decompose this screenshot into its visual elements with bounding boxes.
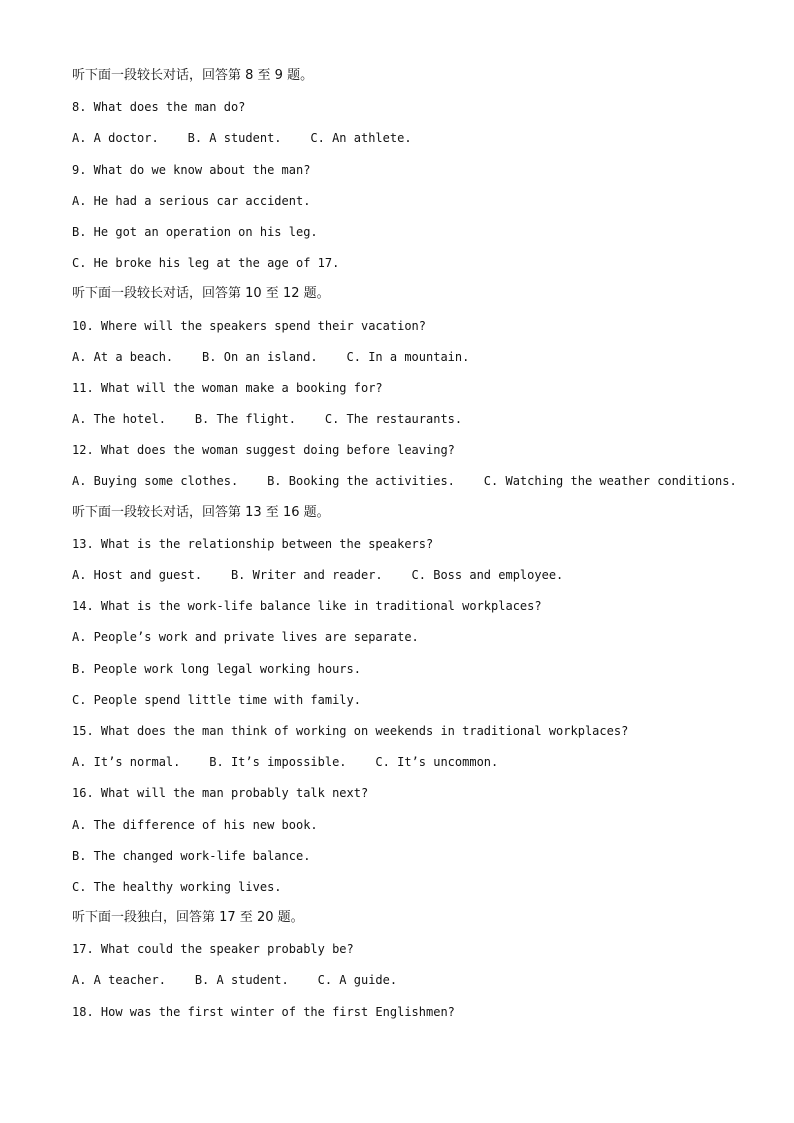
answer-option: A. People’s work and private lives are separate. <box>72 630 419 645</box>
question-text: 13. What is the relationship between the speakers? <box>72 536 434 551</box>
answer-options: A. Host and guest. B. Writer and reader. C. Boss and employee. <box>72 568 564 582</box>
answer-options: A. It’s normal. B. It’s impossible. C. It’s uncommon. <box>72 755 499 770</box>
document-page <box>72 66 772 1033</box>
answer-option: C. He broke his leg at the age of 17. <box>72 256 340 271</box>
section-heading: 听下面一段较长对话，回答第 8 至 9 题。 <box>72 68 314 83</box>
answer-option: B. People work long legal working hours. <box>72 661 361 676</box>
question-text: 12. What does the woman suggest doing before leaving? <box>72 443 455 458</box>
answer-option: A. He had a serious car accident. <box>72 193 311 208</box>
question-text: 11. What will the woman make a booking for? <box>72 380 383 395</box>
question-text: 16. What will the man probably talk next? <box>72 786 369 801</box>
answer-option: C. The healthy working lives. <box>72 879 282 894</box>
answer-options: A. The hotel. B. The flight. C. The restaurants. <box>72 412 463 427</box>
question-text: 10. Where will the speakers spend their vacation? <box>72 318 427 333</box>
question-text: 9. What do we know about the man? <box>72 162 311 177</box>
answer-option: B. He got an operation on his leg. <box>72 224 318 239</box>
answer-options: A. A doctor. B. A student. C. An athlete. <box>72 131 412 146</box>
section-heading: 听下面一段较长对话，回答第 10 至 12 题。 <box>72 286 330 302</box>
question-text: 14. What is the work-life balance like in traditional workplaces? <box>72 599 542 614</box>
answer-options: A. A teacher. B. A student. C. A guide. <box>72 973 398 988</box>
answer-option: B. The changed work-life balance. <box>72 848 311 863</box>
section-heading: 听下面一段独白，回答第 17 至 20 题。 <box>72 910 304 926</box>
answer-option: A. The difference of his new book. <box>72 817 318 832</box>
question-text: 18. How was the first winter of the first Englishmen? <box>72 1004 455 1019</box>
question-text: 8. What does the man do? <box>72 100 246 115</box>
question-text: 15. What does the man think of working on weekends in traditional workplaces? <box>72 723 629 738</box>
answer-options: A. Buying some clothes. B. Booking the activities. C. Watching the weather conditions. <box>72 474 737 489</box>
question-text: 17. What could the speaker probably be? <box>72 942 354 957</box>
answer-option: C. People spend little time with family. <box>72 692 361 707</box>
section-heading: 听下面一段较长对话，回答第 13 至 16 题。 <box>72 504 330 520</box>
answer-options: A. At a beach. B. On an island. C. In a mountain. <box>72 349 470 364</box>
